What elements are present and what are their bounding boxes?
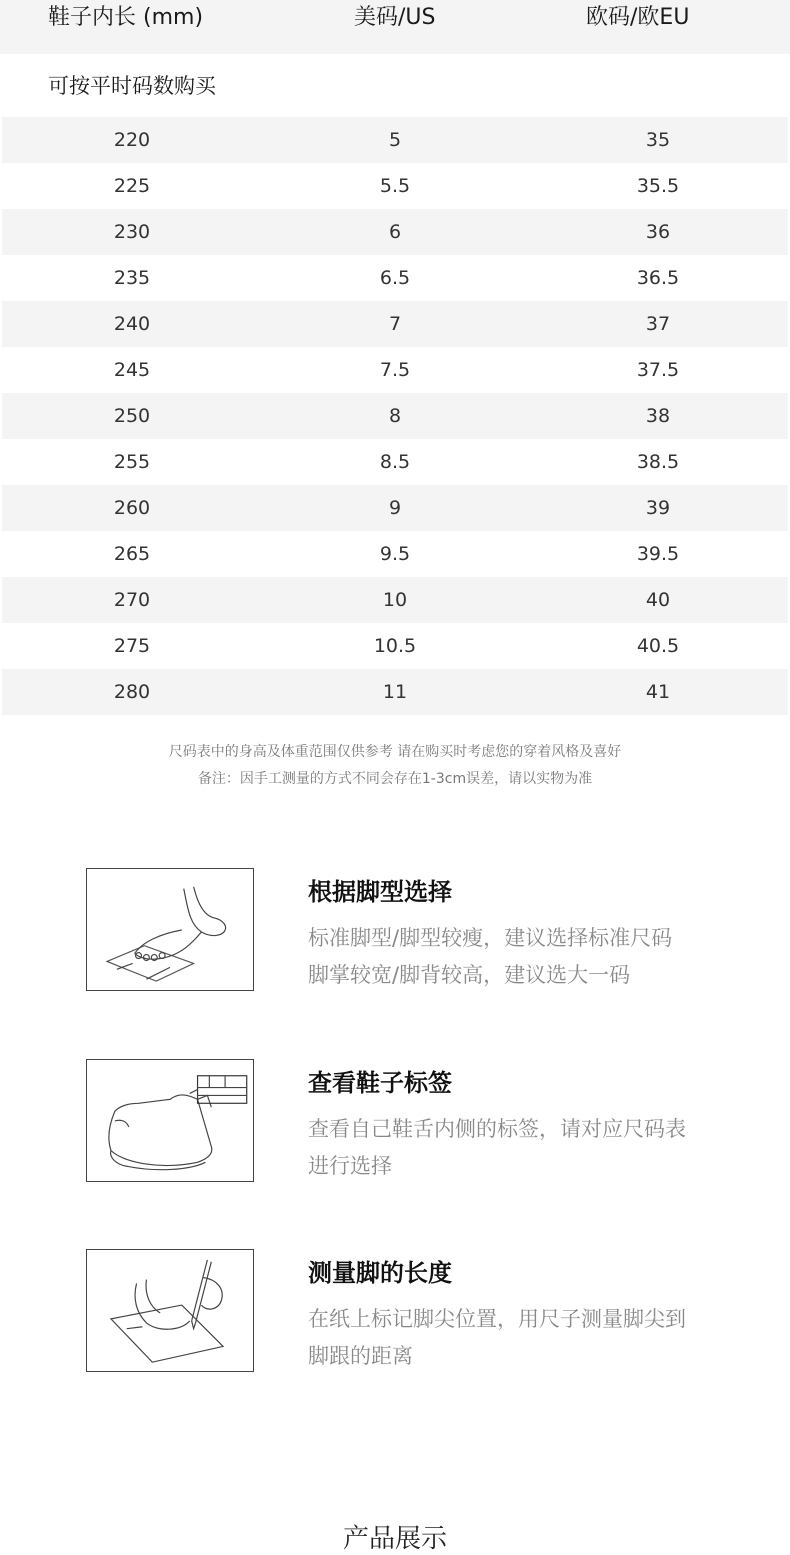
cell-us: 8 [388,405,402,427]
cell-eu: 38 [645,405,671,427]
cell-eu: 36 [645,221,671,243]
section-title: 产品展示 [342,1524,447,1554]
note-line-reference: 尺码表中的身高及体重范围仅供参考 请在购买时考虑您的穿着风格及喜好 [168,744,622,760]
cell-length: 240 [113,313,151,335]
cell-us: 8.5 [379,451,411,473]
tip-foot-shape [0,868,790,998]
cell-length: 260 [113,497,151,519]
table-row [2,393,788,439]
cell-eu: 37.5 [636,359,680,381]
table-row [2,531,788,577]
tip-check-label [0,1059,790,1189]
table-subtitle: 可按平时码数购买 [48,74,216,98]
header-us-size: 美码/US [354,5,436,30]
tip-desc-line: 脚掌较宽/脚背较高，建议选大一码 [308,963,631,987]
cell-length: 225 [113,175,151,197]
size-notes [0,739,790,793]
cell-length: 275 [113,635,151,657]
tip-description [308,920,728,994]
foot-icon [86,868,254,991]
cell-eu: 35.5 [636,175,680,197]
table-row [2,439,788,485]
table-row [2,117,788,163]
cell-eu: 36.5 [636,267,680,289]
tip-desc-line: 脚跟的距离 [308,1344,413,1368]
table-row [2,623,788,669]
table-row [2,347,788,393]
cell-eu: 35 [645,129,671,151]
header-eu-size: 欧码/欧EU [586,5,690,30]
cell-eu: 39 [645,497,671,519]
cell-length: 250 [113,405,151,427]
cell-eu: 40 [645,589,671,611]
table-row [2,577,788,623]
shoe-label-icon [86,1059,254,1182]
tip-measure-length [0,1249,790,1379]
cell-eu: 39.5 [636,543,680,565]
table-row [2,163,788,209]
cell-eu: 37 [645,313,671,335]
cell-eu: 38.5 [636,451,680,473]
tip-description [308,1111,728,1185]
table-header [0,0,790,54]
tip-desc-line: 在纸上标记脚尖位置，用尺子测量脚尖到 [308,1307,686,1331]
header-insole-length: 鞋子内长 (mm) [48,5,204,30]
cell-length: 255 [113,451,151,473]
tip-desc-line: 进行选择 [308,1154,392,1178]
cell-us: 7 [388,313,402,335]
cell-us: 10.5 [373,635,417,657]
measure-foot-icon [86,1249,254,1372]
tip-title: 查看鞋子标签 [308,1069,452,1097]
table-row [2,485,788,531]
table-row [2,255,788,301]
cell-length: 230 [113,221,151,243]
cell-length: 280 [113,681,151,703]
cell-us: 10 [382,589,408,611]
cell-us: 9.5 [379,543,411,565]
tip-title: 测量脚的长度 [308,1259,452,1287]
cell-length: 270 [113,589,151,611]
table-row [2,669,788,715]
note-line-error: 备注：因手工测量的方式不同会存在1-3cm误差，请以实物为准 [197,771,593,787]
cell-us: 5 [388,129,402,151]
tip-title: 根据脚型选择 [308,878,452,906]
cell-us: 7.5 [379,359,411,381]
cell-eu: 40.5 [636,635,680,657]
cell-us: 6 [388,221,402,243]
tip-desc-line: 查看自己鞋舌内侧的标签，请对应尺码表 [308,1117,686,1141]
cell-us: 11 [382,681,408,703]
table-row [2,209,788,255]
cell-eu: 41 [645,681,671,703]
cell-us: 9 [388,497,402,519]
cell-us: 6.5 [379,267,411,289]
tip-desc-line: 标准脚型/脚型较瘦，建议选择标准尺码 [308,926,673,950]
cell-length: 245 [113,359,151,381]
size-table [2,117,788,715]
table-row [2,301,788,347]
cell-length: 265 [113,543,151,565]
cell-length: 220 [113,129,151,151]
tip-description [308,1301,728,1375]
cell-length: 235 [113,267,151,289]
cell-us: 5.5 [379,175,411,197]
